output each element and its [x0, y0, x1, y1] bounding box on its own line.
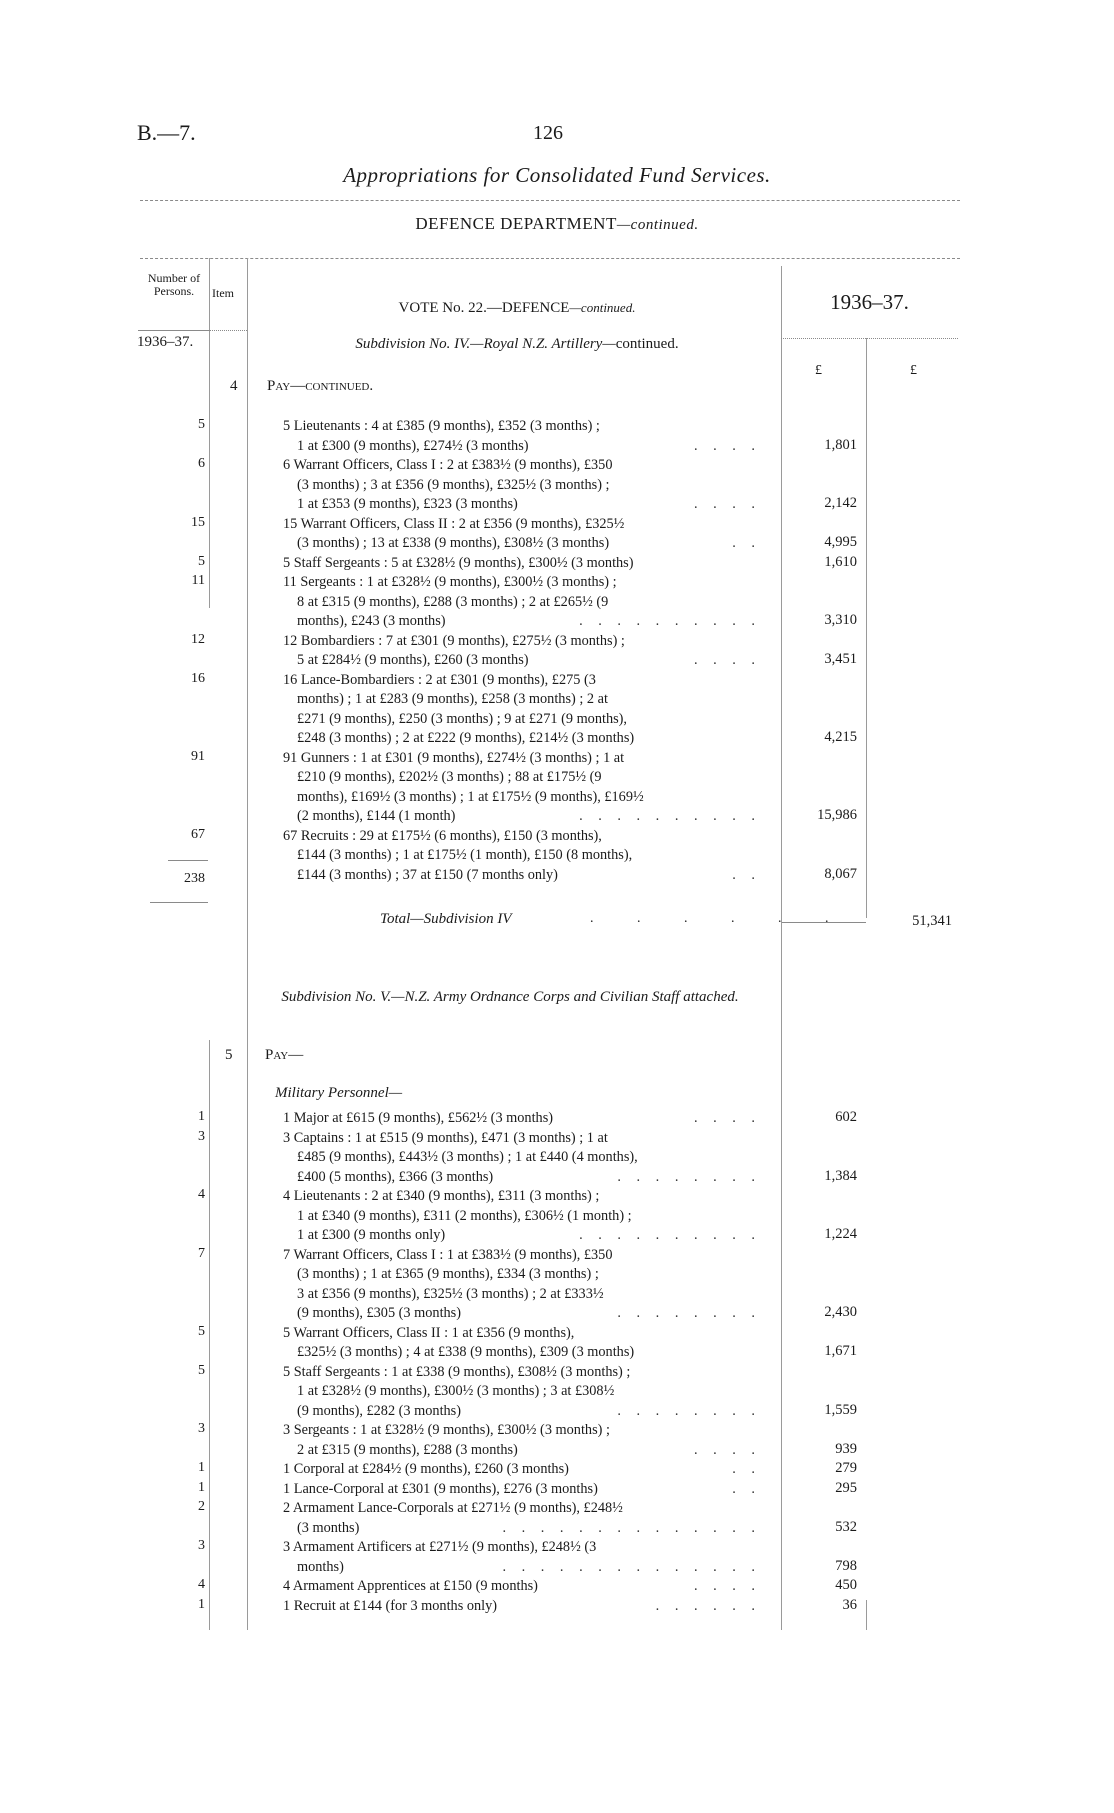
persons-count: 67 [191, 826, 205, 842]
leader-dots: . . . . [693, 1110, 761, 1126]
leader-dots: . . . . . . . . . . [579, 808, 761, 824]
description-text: months) ; 1 at £283 (9 months), £258 (3 months) ; 2 at [297, 691, 608, 707]
description-text: £400 (5 months), £366 (3 months) [297, 1168, 494, 1185]
row-amount: 3,451 [824, 651, 857, 667]
table-top-rule [140, 258, 960, 259]
persons-count: 91 [191, 748, 205, 764]
description-line [283, 632, 761, 652]
pound-symbol-total: £ [910, 363, 917, 378]
vote-heading [252, 300, 782, 317]
row-amount: 295 [835, 1479, 857, 1496]
row-amount: 279 [835, 1460, 857, 1476]
vote-title: VOTE No. 22.—DEFENCE [398, 300, 570, 316]
row-amount: 4,215 [824, 729, 857, 745]
description-text: 8 at £315 (9 months), £288 (3 months) ; 2 at £265½ (9 [297, 593, 609, 610]
description-text: 4 Lieutenants : 2 at £340 (9 months), £311 (3 months) ; [283, 1188, 600, 1204]
description-text: 1 at £300 (9 months), £274½ (3 months) [297, 437, 529, 454]
row-description [283, 1324, 761, 1363]
row-description [283, 1246, 761, 1324]
description-line [283, 1558, 761, 1578]
description-line [283, 671, 761, 691]
description-line [283, 749, 761, 769]
leader-dots: . . . . [693, 437, 761, 454]
description-text: months), £169½ (3 months) ; 1 at £175½ (9 months), £169½ [297, 788, 644, 805]
description-text: 6 Warrant Officers, Class I : 2 at £383½ (9 months), £350 [283, 457, 613, 473]
persons-count: 1 [198, 1479, 205, 1495]
description-text: 16 Lance-Bombardiers : 2 at £301 (9 months), £275 (3 [283, 671, 596, 688]
leader-dots: . . . . . . . . [617, 1402, 761, 1419]
persons-count: 6 [198, 456, 205, 471]
description-text: 3 Sergeants : 1 at £328½ (9 months), £300½ (3 months) ; [283, 1422, 610, 1438]
description-text: (9 months), £305 (3 months) [297, 1305, 462, 1321]
persons-count: 4 [198, 1187, 205, 1202]
description-text: 5 Staff Sergeants : 1 at £338 (9 months), £308½ (3 months) ; [283, 1363, 631, 1380]
header-rule-persons [138, 330, 210, 331]
subdivision-iv-name: Subdivision No. IV.—Royal N.Z. Artillery— [355, 336, 616, 352]
description-line [283, 534, 761, 554]
row-description [283, 1421, 761, 1460]
description-text: 1 Recruit at £144 (for 3 months only) [283, 1597, 498, 1614]
row-description [283, 671, 761, 749]
persons-year-label: 1936–37. [137, 334, 194, 350]
description-text: 3 Captains : 1 at £515 (9 months), £471 (3 months) ; 1 at [283, 1129, 608, 1146]
description-line [283, 1597, 761, 1617]
description-text: 5 Staff Sergeants : 5 at £328½ (9 months), £300½ (3 months) [283, 554, 634, 571]
persons-count: 3 [198, 1128, 205, 1144]
persons-count: 4 [198, 1577, 205, 1592]
description-text: 1 at £353 (9 months), £323 (3 months) [297, 496, 518, 512]
row-description [283, 827, 761, 886]
divider-persons-item [209, 258, 210, 608]
description-line [283, 1460, 761, 1480]
row-amount: 4,995 [824, 534, 857, 550]
row-description [283, 456, 761, 515]
row-amount: 2,142 [824, 495, 857, 511]
persons-total-rule [168, 860, 208, 861]
description-line [283, 1265, 761, 1285]
description-line [283, 1226, 761, 1246]
description-line [283, 495, 761, 515]
row-description [283, 573, 761, 632]
description-text: 1 Lance-Corporal at £301 (9 months), £276 (3 months) [283, 1480, 598, 1497]
description-line [283, 1246, 761, 1266]
subdivision-iv-title [252, 336, 782, 353]
description-line [283, 573, 761, 593]
row-amount: 798 [835, 1557, 857, 1574]
description-text: 2 Armament Lance-Corporals at £271½ (9 months), £248½ [283, 1500, 623, 1516]
leader-dots: . . . . . . [655, 1597, 761, 1614]
row-amount: 532 [835, 1518, 857, 1535]
vote-continued: —continued. [569, 300, 636, 315]
row-amount: 602 [835, 1109, 857, 1125]
row-description [283, 1129, 761, 1188]
subdivision-v-title: Subdivision No. V.—N.Z. Army Ordnance Corps and Civilian Staff attached. [281, 989, 739, 1005]
header-rule-year [781, 338, 958, 339]
leader-dots: . . . . [693, 1441, 761, 1458]
description-text: (3 months) ; 1 at £365 (9 months), £334 (3 months) ; [297, 1266, 599, 1282]
description-text: 1 Major at £615 (9 months), £562½ (3 months) [283, 1110, 554, 1126]
description-line [283, 1499, 761, 1519]
description-line [283, 1187, 761, 1207]
total-subdivision-iv-label: Total—Subdivision IV [380, 911, 512, 927]
description-text: £210 (9 months), £202½ (3 months) ; 88 at £175½ (9 [297, 769, 602, 785]
department-heading [0, 214, 1114, 234]
total-leader-dots: . . . . . . [590, 911, 849, 926]
persons-count: 7 [198, 1245, 205, 1261]
column-header-number-of-persons: Number of Persons. [147, 271, 201, 298]
header-rule-item [210, 330, 247, 331]
description-line [283, 1363, 761, 1383]
description-line [283, 437, 761, 457]
description-text: (9 months), £282 (3 months) [297, 1402, 462, 1419]
item-code-4: 4 [230, 378, 238, 394]
row-description [283, 1499, 761, 1538]
description-text: (2 months), £144 (1 month) [297, 808, 456, 824]
divider-amount-total [866, 338, 867, 918]
document-reference: B.—7. [137, 120, 196, 145]
description-text: (3 months) ; 13 at £338 (9 months), £308½ (3 months) [297, 535, 610, 551]
row-amount: 1,610 [824, 553, 857, 570]
leader-dots: . . [732, 1480, 761, 1497]
department-continued: —continued. [616, 217, 699, 233]
leader-dots: . . . . [693, 1578, 761, 1594]
persons-total-underline [150, 902, 208, 903]
pay-continued-label: Pay—continued. [267, 378, 374, 394]
row-amount: 939 [835, 1440, 857, 1457]
persons-count: 16 [191, 670, 205, 686]
description-text: 67 Recruits : 29 at £175½ (6 months), £150 (3 months), [283, 827, 602, 844]
leader-dots: . . . . . . . . . . . . . . [502, 1558, 761, 1575]
row-description [283, 1109, 761, 1129]
divider-persons-item-lower [209, 1040, 210, 1630]
description-line [283, 1168, 761, 1188]
description-text: £325½ (3 months) ; 4 at £338 (9 months), £309 (3 months) [297, 1344, 635, 1360]
persons-count: 11 [191, 573, 205, 588]
row-amount: 1,671 [824, 1343, 857, 1359]
description-text: 12 Bombardiers : 7 at £301 (9 months), £275½ (3 months) ; [283, 632, 625, 649]
description-text: 11 Sergeants : 1 at £328½ (9 months), £300½ (3 months) ; [283, 574, 617, 590]
row-amount: 1,801 [824, 436, 857, 453]
description-line [283, 612, 761, 632]
description-line [283, 476, 761, 496]
description-line [283, 1421, 761, 1441]
description-text: 7 Warrant Officers, Class I : 1 at £383½ (9 months), £350 [283, 1246, 613, 1263]
leader-dots: . . . . . . . . . . [579, 1227, 761, 1243]
divider-amount-total-lower [866, 1600, 867, 1630]
header-rule [140, 200, 960, 201]
item-code-5: 5 [225, 1047, 233, 1063]
description-text: 4 Armament Apprentices at £150 (9 months) [283, 1578, 538, 1594]
row-description [283, 1460, 761, 1480]
persons-count: 12 [191, 631, 205, 647]
description-line [283, 827, 761, 847]
description-text: 1 at £340 (9 months), £311 (2 months), £306½ (1 month) ; [297, 1207, 632, 1224]
pound-symbol-amount: £ [815, 363, 822, 378]
row-amount: 1,384 [824, 1167, 857, 1184]
description-text: 5 Lieutenants : 4 at £385 (9 months), £352 (3 months) ; [283, 418, 600, 434]
row-description [283, 515, 761, 554]
description-line [283, 690, 761, 710]
description-text: 5 at £284½ (9 months), £260 (3 months) [297, 652, 529, 668]
row-amount: 8,067 [824, 865, 857, 882]
description-line [283, 1519, 761, 1539]
leader-dots: . . . . . . . . . . [579, 613, 761, 629]
persons-count: 3 [198, 1421, 205, 1436]
column-header-item: Item [212, 286, 234, 300]
subdivision-iv-continued: continued. [615, 336, 679, 352]
row-amount: 15,986 [817, 807, 857, 823]
military-personnel-heading: Military Personnel— [275, 1085, 403, 1101]
persons-count: 1 [198, 1596, 205, 1612]
row-amount: 36 [842, 1596, 857, 1613]
description-line [283, 593, 761, 613]
description-text: (3 months) [297, 1519, 360, 1536]
page-number: 126 [533, 122, 563, 144]
description-text: £248 (3 months) ; 2 at £222 (9 months), £214½ (3 months) [297, 730, 635, 746]
description-line [283, 788, 761, 808]
description-text: £144 (3 months) ; 1 at £175½ (1 month), £150 (8 months), [297, 847, 633, 863]
persons-count: 5 [198, 1362, 205, 1378]
pay-label: Pay— [265, 1047, 304, 1063]
persons-count: 5 [198, 1323, 205, 1339]
persons-count: 3 [198, 1538, 205, 1553]
row-description [283, 632, 761, 671]
description-text: 15 Warrant Officers, Class II : 2 at £356 (9 months), £325½ [283, 515, 625, 532]
description-line [283, 1382, 761, 1402]
description-line [283, 1207, 761, 1227]
leader-dots: . . . . [693, 496, 761, 512]
leader-dots: . . [732, 866, 761, 883]
row-description [283, 749, 761, 827]
row-description [283, 1187, 761, 1246]
description-text: 1 at £300 (9 months only) [297, 1227, 446, 1243]
description-line [283, 710, 761, 730]
description-line [283, 1324, 761, 1344]
description-text: 2 at £315 (9 months), £288 (3 months) [297, 1441, 518, 1458]
description-line [283, 456, 761, 476]
description-line [283, 1304, 761, 1324]
row-description [283, 1363, 761, 1422]
department-name: DEFENCE DEPARTMENT [415, 214, 617, 233]
description-line [283, 1480, 761, 1500]
leader-dots: . . . . . . . . [617, 1168, 761, 1185]
description-line [283, 515, 761, 535]
persons-count: 5 [198, 553, 205, 569]
description-line [283, 554, 761, 574]
row-amount: 1,559 [824, 1401, 857, 1418]
description-text: 5 Warrant Officers, Class II : 1 at £356 (9 months), [283, 1324, 575, 1341]
row-description [283, 417, 761, 456]
row-amount: 2,430 [824, 1304, 857, 1320]
persons-count: 1 [198, 1460, 205, 1475]
description-line [283, 1148, 761, 1168]
persons-count: 1 [198, 1109, 205, 1124]
description-text: months), £243 (3 months) [297, 613, 446, 629]
description-line [283, 1402, 761, 1422]
description-text: 3 Armament Artificers at £271½ (9 months), £248½ (3 [283, 1539, 597, 1555]
row-amount: 1,224 [824, 1226, 857, 1242]
description-line [283, 1129, 761, 1149]
description-line [283, 846, 761, 866]
description-line [283, 417, 761, 437]
leader-dots: . . [732, 535, 761, 551]
total-subdivision-iv-amount: 51,341 [912, 913, 952, 929]
description-line [283, 866, 761, 886]
row-amount: 450 [835, 1577, 857, 1593]
description-text: £485 (9 months), £443½ (3 months) ; 1 at £440 (4 months), [297, 1149, 638, 1165]
description-text: 91 Gunners : 1 at £301 (9 months), £274½ (3 months) ; 1 at [283, 749, 625, 766]
description-text: £144 (3 months) ; 37 at £150 (7 months only) [297, 866, 558, 883]
divider-description-amount [781, 266, 782, 1630]
row-description [283, 1538, 761, 1577]
description-text: 1 at £328½ (9 months), £300½ (3 months) ; 3 at £308½ [297, 1383, 615, 1399]
row-description [283, 1597, 761, 1617]
column-header-year: 1936–37. [830, 290, 909, 314]
leader-dots: . . . . . . . . [617, 1305, 761, 1321]
description-line [283, 1343, 761, 1363]
leader-dots: . . . . . . . . . . . . . . [502, 1519, 761, 1536]
description-text: 1 Corporal at £284½ (9 months), £260 (3 months) [283, 1461, 569, 1477]
description-line [283, 1577, 761, 1597]
description-text: months) [297, 1558, 344, 1575]
row-description [283, 554, 761, 574]
description-line [283, 651, 761, 671]
leader-dots: . . . . [693, 652, 761, 668]
page-title: Appropriations for Consolidated Fund Services. [343, 163, 771, 187]
description-text: 3 at £356 (9 months), £325½ (3 months) ; 2 at £333½ [297, 1285, 604, 1302]
description-line [283, 1109, 761, 1129]
description-line [283, 1538, 761, 1558]
description-line [283, 729, 761, 749]
leader-dots: . . [732, 1461, 761, 1477]
persons-count: 15 [191, 514, 205, 530]
persons-total: 238 [184, 871, 205, 886]
persons-count: 2 [198, 1499, 205, 1514]
row-description [283, 1480, 761, 1500]
persons-count: 5 [198, 417, 205, 432]
description-line [283, 1441, 761, 1461]
divider-item-description [247, 258, 248, 1630]
description-line [283, 807, 761, 827]
row-amount: 3,310 [824, 612, 857, 628]
description-line [283, 768, 761, 788]
description-text: (3 months) ; 3 at £356 (9 months), £325½ (3 months) ; [297, 476, 610, 493]
row-description [283, 1577, 761, 1597]
description-text: £271 (9 months), £250 (3 months) ; 9 at £271 (9 months), [297, 710, 628, 727]
description-line [283, 1285, 761, 1305]
